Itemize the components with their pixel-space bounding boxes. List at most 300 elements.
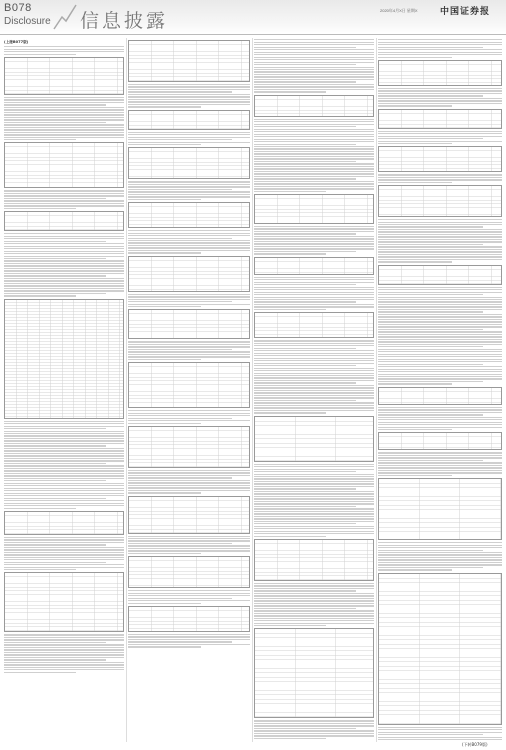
text-line <box>254 625 326 626</box>
text-line <box>4 246 124 247</box>
text-line <box>128 540 250 541</box>
text-line <box>254 363 374 364</box>
text-line <box>4 475 124 476</box>
data-table <box>4 142 124 188</box>
text-line <box>378 309 502 310</box>
text-line <box>128 634 250 635</box>
text-line <box>128 356 250 357</box>
text-line <box>254 163 374 164</box>
text-line <box>378 231 502 232</box>
text-line <box>254 370 374 371</box>
text-line <box>4 205 124 206</box>
data-table <box>4 211 124 231</box>
text-line <box>254 228 374 229</box>
text-line <box>378 294 483 295</box>
text-line <box>4 428 106 429</box>
text-line <box>128 306 201 307</box>
text-line <box>4 119 124 120</box>
text-line <box>4 490 124 491</box>
text-line <box>254 350 374 351</box>
text-line <box>254 282 374 283</box>
text-line <box>378 557 502 558</box>
text-line <box>378 314 502 315</box>
text-line <box>378 331 502 332</box>
text-line <box>4 251 124 252</box>
data-table <box>378 478 502 540</box>
text-line <box>4 283 124 284</box>
text-line <box>254 464 374 465</box>
data-table <box>378 265 502 285</box>
text-line <box>128 550 250 551</box>
text-line <box>4 539 124 540</box>
text-line <box>4 480 106 481</box>
text-line <box>4 644 124 645</box>
text-line <box>128 536 250 537</box>
text-line <box>4 637 124 638</box>
text-line <box>378 470 502 471</box>
text-line <box>254 598 374 599</box>
text-line <box>254 71 374 72</box>
text-line <box>378 256 502 257</box>
text-line <box>128 646 201 647</box>
text-line <box>254 397 374 398</box>
text-line <box>254 348 356 349</box>
text-line <box>378 562 502 563</box>
data-table <box>128 110 250 130</box>
text-line <box>128 423 201 424</box>
text-line <box>4 453 124 454</box>
text-line <box>378 259 502 260</box>
text-line <box>378 739 502 740</box>
text-line <box>378 729 502 730</box>
text-line <box>254 521 374 522</box>
text-line <box>4 193 124 194</box>
text-line <box>4 559 124 560</box>
text-line <box>378 44 502 45</box>
text-line <box>378 407 502 408</box>
text-line <box>254 156 374 157</box>
text-line <box>254 735 374 736</box>
data-table <box>128 426 250 468</box>
text-line <box>4 485 124 486</box>
text-line <box>254 178 356 179</box>
text-line <box>254 508 374 509</box>
text-line <box>128 301 232 302</box>
text-line <box>4 639 124 640</box>
text-line <box>378 564 502 565</box>
text-line <box>378 229 502 230</box>
text-line <box>128 472 250 473</box>
text-line <box>254 246 374 247</box>
article-body <box>4 38 502 742</box>
data-table <box>4 57 124 95</box>
text-line <box>4 104 106 105</box>
text-line <box>128 181 250 182</box>
text-line <box>254 57 374 58</box>
text-line <box>4 483 124 484</box>
text-line <box>254 466 374 467</box>
text-line <box>378 316 502 317</box>
text-line <box>4 642 106 643</box>
text-line <box>254 233 356 234</box>
text-line <box>378 93 502 94</box>
text-line <box>378 90 502 91</box>
text-line <box>254 144 356 145</box>
text-line <box>128 598 232 599</box>
header-swoosh-icon <box>52 3 78 31</box>
data-table <box>128 40 250 82</box>
text-line <box>254 39 374 40</box>
text-line <box>4 450 124 451</box>
column-1 <box>4 38 124 742</box>
text-line <box>378 359 502 360</box>
text-line <box>254 289 374 290</box>
text-line <box>378 95 483 96</box>
text-line <box>254 395 374 396</box>
text-line <box>128 545 250 546</box>
text-line <box>4 117 124 118</box>
text-line <box>128 186 250 187</box>
text-line <box>254 309 326 310</box>
text-line <box>128 595 250 596</box>
text-line <box>4 448 124 449</box>
text-line <box>4 258 106 259</box>
data-table <box>254 194 374 224</box>
text-line <box>4 659 106 660</box>
text-line <box>254 605 374 606</box>
data-table <box>378 60 502 86</box>
text-line <box>4 654 124 655</box>
text-line <box>378 254 502 255</box>
text-line <box>4 473 124 474</box>
text-line <box>128 470 250 471</box>
text-line <box>378 422 502 423</box>
data-table <box>4 299 124 419</box>
text-line <box>128 247 250 248</box>
text-line <box>378 734 483 735</box>
column-3-content <box>254 39 374 739</box>
text-line <box>378 141 502 142</box>
text-line <box>4 552 124 553</box>
text-line <box>128 139 232 140</box>
text-line <box>378 226 483 227</box>
text-line <box>378 419 502 420</box>
text-line <box>4 554 124 555</box>
text-line <box>254 44 374 45</box>
text-line <box>4 652 124 653</box>
text-line <box>254 151 374 152</box>
text-line <box>128 603 201 604</box>
text-line <box>378 297 502 298</box>
text-line <box>254 124 374 125</box>
text-line <box>254 86 374 87</box>
text-line <box>4 455 124 456</box>
data-table <box>378 185 502 217</box>
text-line <box>4 664 124 665</box>
text-line <box>378 236 502 237</box>
text-line <box>4 465 124 466</box>
data-table <box>254 416 374 462</box>
text-line <box>128 480 250 481</box>
text-line <box>254 407 374 408</box>
text-line <box>254 728 356 729</box>
data-table <box>254 312 374 338</box>
text-line <box>254 64 356 65</box>
column-3 <box>254 38 374 742</box>
text-line <box>4 248 124 249</box>
text-line <box>128 492 201 493</box>
text-line <box>254 141 374 142</box>
text-line <box>378 244 483 245</box>
text-line <box>378 287 502 288</box>
data-table <box>128 256 250 292</box>
text-line <box>254 52 374 53</box>
text-line <box>4 557 124 558</box>
text-line <box>4 667 124 668</box>
text-line <box>254 81 356 82</box>
text-line <box>254 67 374 68</box>
text-line <box>254 373 374 374</box>
text-line <box>254 241 374 242</box>
text-line <box>254 69 374 70</box>
text-line <box>254 518 374 519</box>
text-line <box>128 487 250 488</box>
text-line <box>378 138 483 139</box>
text-line <box>254 279 374 280</box>
text-line <box>254 412 326 413</box>
text-line <box>378 545 502 546</box>
text-line <box>4 122 106 123</box>
text-line <box>128 91 232 92</box>
text-line <box>254 377 374 378</box>
text-line <box>254 738 326 739</box>
column-divider <box>376 38 377 742</box>
text-line <box>128 245 250 246</box>
text-line <box>4 567 124 568</box>
text-line <box>254 173 374 174</box>
text-line <box>4 290 124 291</box>
column-divider <box>252 38 253 742</box>
text-line <box>254 733 374 734</box>
data-table <box>128 202 250 228</box>
text-line <box>4 54 76 55</box>
issue-date: 2020年4月X日 星期X <box>380 8 418 13</box>
text-line <box>4 445 106 446</box>
text-line <box>254 623 374 624</box>
text-line <box>4 431 124 432</box>
data-table <box>128 309 250 339</box>
text-line <box>254 299 374 300</box>
text-line <box>378 334 502 335</box>
page-number: B078 <box>4 2 32 14</box>
text-line <box>128 636 250 637</box>
text-line <box>254 588 374 589</box>
text-line <box>4 463 106 464</box>
text-line <box>378 344 502 345</box>
text-line <box>128 418 232 419</box>
text-line <box>254 292 374 293</box>
text-line <box>378 246 502 247</box>
text-line <box>128 294 250 295</box>
text-line <box>4 562 106 563</box>
data-table <box>128 147 250 179</box>
text-line <box>4 647 124 648</box>
text-line <box>4 293 106 294</box>
text-line <box>378 427 502 428</box>
text-line <box>4 547 124 548</box>
text-line <box>254 368 374 369</box>
text-line <box>4 46 124 47</box>
text-line <box>378 552 502 553</box>
text-line <box>378 346 483 347</box>
text-line <box>254 277 374 278</box>
text-line <box>254 474 374 475</box>
text-line <box>378 550 483 551</box>
text-line <box>254 523 356 524</box>
text-line <box>378 311 483 312</box>
text-line <box>128 235 250 236</box>
section-title-cn: 信息披露 <box>80 10 169 32</box>
text-line <box>254 385 374 386</box>
text-line <box>254 176 374 177</box>
text-line <box>4 634 124 635</box>
text-line <box>254 608 356 609</box>
text-line <box>378 554 502 555</box>
text-line <box>378 131 502 132</box>
text-line <box>4 564 124 565</box>
data-table <box>128 362 250 408</box>
text-line <box>254 498 374 499</box>
text-line <box>4 265 124 266</box>
text-line <box>4 458 124 459</box>
text-line <box>128 543 232 544</box>
text-line <box>254 146 374 147</box>
text-line <box>4 203 124 204</box>
text-line <box>254 469 374 470</box>
text-line <box>128 233 250 234</box>
text-line <box>378 378 502 379</box>
text-line <box>128 644 250 645</box>
text-line <box>4 139 76 140</box>
text-line <box>378 371 502 372</box>
text-line <box>4 241 106 242</box>
text-line <box>254 380 374 381</box>
text-line <box>254 153 374 154</box>
text-line <box>128 344 250 345</box>
text-line <box>378 49 502 50</box>
data-table <box>254 628 374 718</box>
text-line <box>128 590 250 591</box>
text-line <box>254 54 374 55</box>
text-line <box>378 361 502 362</box>
text-line <box>4 112 124 113</box>
text-line <box>378 737 502 738</box>
text-line <box>4 127 124 128</box>
text-line <box>254 243 374 244</box>
text-line <box>128 230 250 231</box>
text-line <box>4 295 76 296</box>
text-line <box>378 727 502 728</box>
text-line <box>128 240 250 241</box>
text-line <box>254 375 374 376</box>
text-line <box>254 129 374 130</box>
text-line <box>4 669 124 670</box>
text-line <box>378 369 502 370</box>
text-line <box>128 199 201 200</box>
text-line <box>4 270 124 271</box>
text-line <box>254 392 374 393</box>
text-line <box>4 470 124 471</box>
data-table <box>378 109 502 129</box>
text-line <box>4 662 124 663</box>
text-line <box>378 472 502 473</box>
text-line <box>378 249 502 250</box>
text-line <box>4 132 124 133</box>
text-line <box>254 360 374 361</box>
text-line <box>254 236 374 237</box>
text-line <box>4 672 76 673</box>
text-line <box>254 615 374 616</box>
text-line <box>378 88 502 89</box>
text-line <box>128 86 250 87</box>
text-line <box>378 475 452 476</box>
text-line <box>254 148 374 149</box>
data-table <box>4 511 124 535</box>
text-line <box>4 253 124 254</box>
text-line <box>4 256 124 257</box>
text-line <box>378 321 502 322</box>
text-line <box>4 97 124 98</box>
data-table <box>254 539 374 581</box>
text-line <box>254 583 374 584</box>
text-line <box>378 54 502 55</box>
text-line <box>378 241 502 242</box>
text-line <box>378 381 483 382</box>
text-line <box>4 238 124 239</box>
text-line <box>378 239 502 240</box>
text-line <box>254 496 374 497</box>
data-table <box>378 387 502 405</box>
text-line <box>128 593 250 594</box>
text-line <box>254 410 374 411</box>
text-line <box>378 414 483 415</box>
column-2-content <box>128 40 250 648</box>
text-line <box>378 292 502 293</box>
text-line <box>4 478 124 479</box>
text-line <box>254 186 374 187</box>
text-line <box>378 567 483 568</box>
text-line <box>254 158 374 159</box>
text-line <box>4 114 124 115</box>
text-line <box>378 136 502 137</box>
text-line <box>378 547 502 548</box>
text-line <box>4 493 124 494</box>
text-line <box>4 438 124 439</box>
text-line <box>128 196 250 197</box>
text-line <box>128 359 201 360</box>
text-line <box>4 542 124 543</box>
text-line <box>128 420 250 421</box>
text-line <box>128 144 201 145</box>
text-line <box>128 415 250 416</box>
text-line <box>254 526 374 527</box>
text-line <box>254 171 374 172</box>
text-line <box>254 365 356 366</box>
text-line <box>378 234 502 235</box>
text-line <box>378 569 452 570</box>
text-line <box>128 490 250 491</box>
text-line <box>128 553 201 554</box>
